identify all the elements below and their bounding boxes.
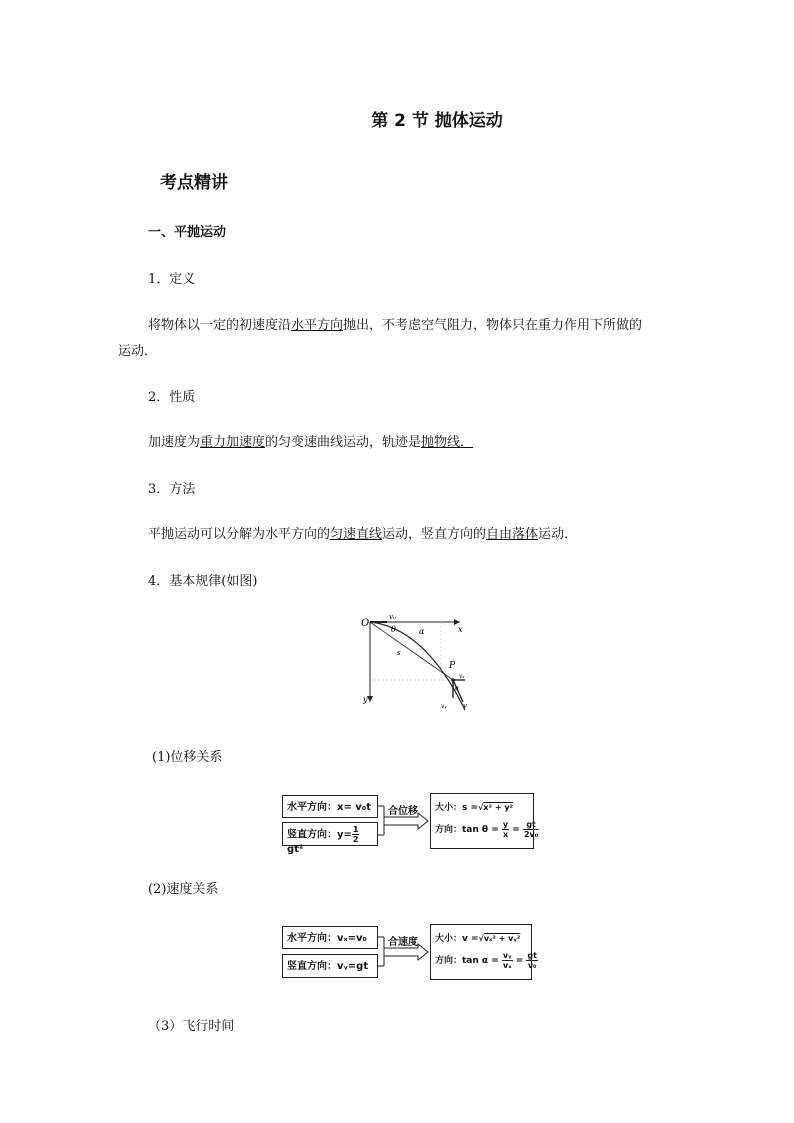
theta-label: θ (391, 625, 396, 634)
flight-time-heading: （3）飞行时间 (148, 1019, 235, 1034)
velocity-heading: (2)速度关系 (148, 882, 219, 897)
s-label: s (397, 649, 401, 657)
definition-line1 (148, 314, 642, 333)
displacement-heading: (1)位移关系 (152, 750, 223, 765)
definition-text-a: 将物体以一定的初速度沿 (148, 318, 292, 333)
x-label: x (458, 625, 463, 634)
y-axis-arrow-icon (367, 696, 373, 702)
vel-vertical-box: 竖直方向：vᵧ=gt (282, 954, 378, 978)
nature-line (148, 431, 473, 450)
disp-size-prefix: 大小：s = (435, 803, 479, 813)
method-text-b: 运动，竖直方向的 (382, 527, 487, 542)
disp-vertical-fraction: $\frac{1}{2}$ (352, 825, 359, 844)
disp-size-root: x² + y² (483, 803, 514, 812)
disp-arrow-label: 合位移 (388, 806, 418, 817)
vel-size-root: vₓ² + vᵧ² (483, 934, 521, 943)
vy-label: vᵧ (441, 703, 447, 710)
projectile-figure (355, 610, 475, 715)
disp-dir-fraction-2: $\frac{gt}{\text{2v₀}}$ (523, 820, 539, 839)
disp-dir-prefix: 方向：tan θ = (435, 825, 499, 835)
method-heading: 3．方法 (148, 482, 196, 497)
alpha2-label: α (455, 685, 460, 692)
method-underline-1: 匀速直线 (330, 527, 383, 542)
origin-label: O (361, 618, 370, 629)
method-line (148, 523, 577, 542)
disp-horizontal-box: 水平方向：x= v₀t (282, 795, 378, 818)
p-label: P (449, 661, 456, 671)
disp-size-row: 大小：s =√x² + y² (435, 803, 514, 813)
vel-result-box (430, 924, 537, 980)
vel-dir-prefix: 方向：tan α = (435, 956, 499, 966)
vel-horizontal-box: 水平方向：vₓ=v₀ (282, 926, 378, 949)
law-heading: 4．基本规律(如图) (148, 574, 258, 589)
vel-dir-eq: = (515, 956, 524, 966)
method-text-a: 平抛运动可以分解为水平方向的 (148, 527, 331, 542)
vel-size-prefix: 大小：v = (435, 934, 479, 944)
disp-vertical-prefix: 竖直方向：y= (287, 829, 352, 841)
disp-dir-fraction-1: $\frac{y}{x}$ (502, 820, 509, 839)
displacement-diagram (282, 793, 539, 855)
definition-underline: 水平方向 (291, 318, 344, 333)
nature-underline-2: 抛物线． (421, 435, 474, 450)
nature-underline-1: 重力加速度 (200, 435, 266, 450)
nature-text-a: 加速度为 (148, 435, 201, 450)
y-label: y (363, 695, 368, 704)
nature-heading: 2．性质 (148, 390, 196, 405)
section-heading: 考点精讲 (160, 173, 228, 193)
displacement-line (370, 622, 453, 680)
vx-label: vₓ (459, 673, 465, 680)
v0-label: v₀ (389, 613, 396, 621)
nature-text-b: 的匀变速曲线运动，轨迹是 (265, 435, 422, 450)
method-text-c: 运动． (538, 527, 578, 542)
disp-vertical-box (282, 822, 378, 855)
vel-dir-fraction-2: $\frac{gt}{\text{v₀}}$ (527, 951, 537, 970)
page-title: 第 2 节 抛体运动 (371, 111, 503, 131)
disp-vertical-suffix: gt² (287, 844, 304, 855)
v-label: v (463, 702, 467, 710)
method-underline-2: 自由落体 (486, 527, 539, 542)
vel-arrow-label: 合速度 (388, 937, 418, 948)
definition-line2: 运动． (118, 344, 158, 359)
vel-dir-fraction-1: $\frac{\text{vᵧ}}{\text{vₓ}}$ (502, 951, 512, 970)
disp-dir-eq: = (512, 825, 520, 835)
velocity-diagram (282, 924, 537, 980)
point-p-dot (451, 678, 455, 682)
disp-direction-row (435, 820, 539, 839)
vel-direction-row (435, 951, 538, 970)
vel-size-row: 大小：v =√vₓ² + vᵧ² (435, 934, 521, 944)
definition-text-b: 抛出，不考虑空气阻力，物体只在重力作用下所做的 (343, 318, 643, 333)
alpha-label: α (419, 627, 425, 636)
part-heading: 一、平抛运动 (148, 225, 227, 240)
disp-result-box (430, 793, 539, 849)
definition-heading: 1．定义 (148, 272, 196, 287)
